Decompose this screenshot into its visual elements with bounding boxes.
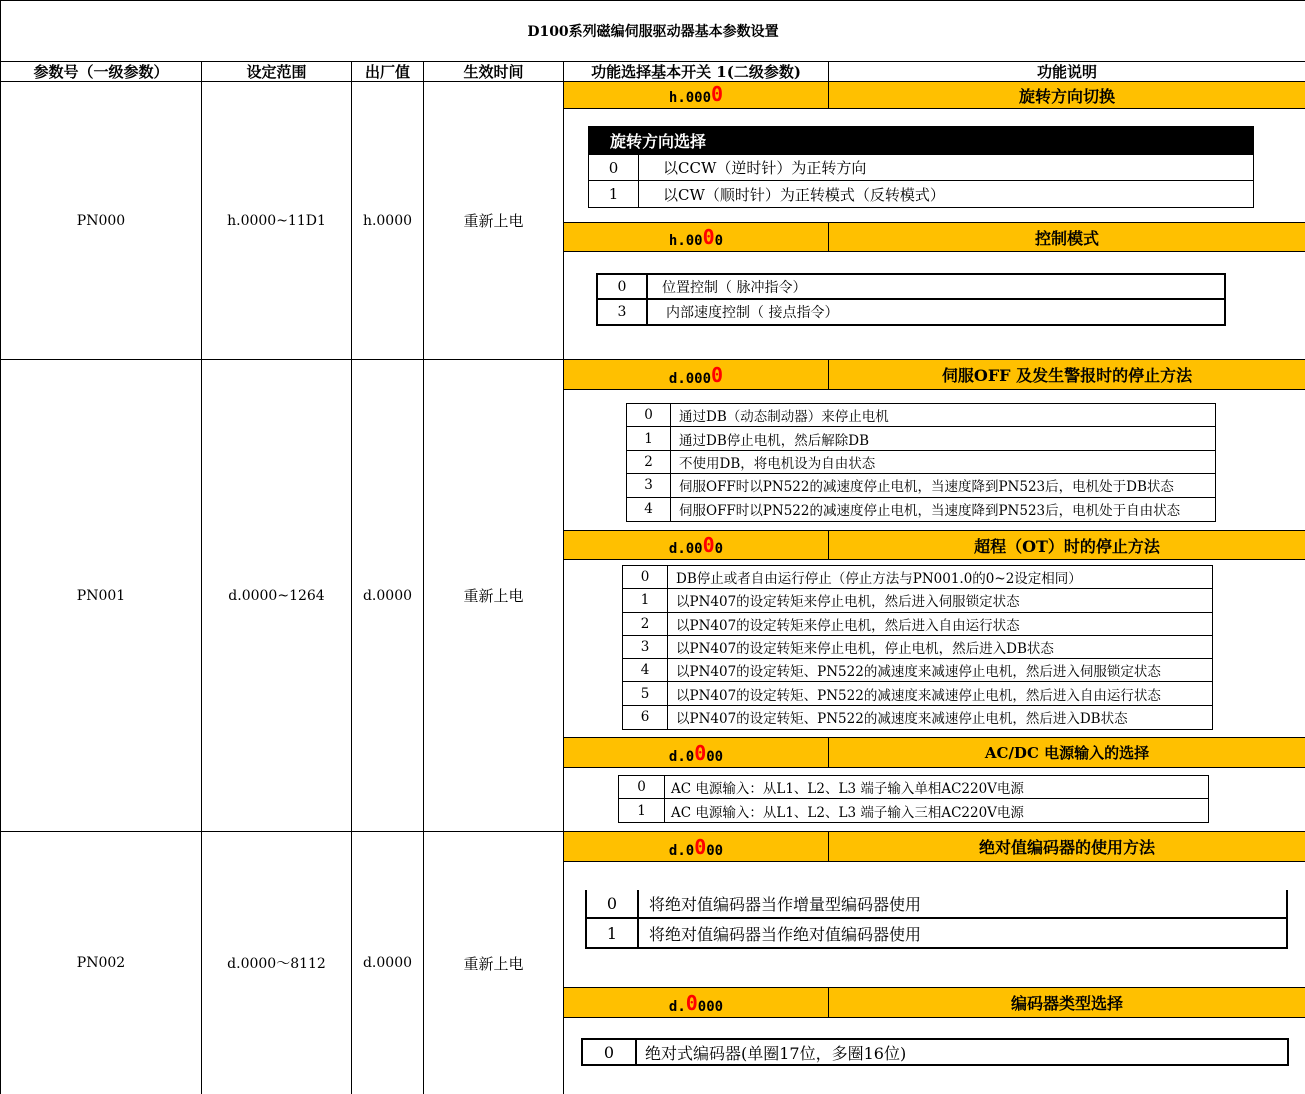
switch-code-cell: d.0 0 00 (563, 737, 829, 768)
option-table-title: 旋转方向选择 (588, 126, 1254, 154)
highlighted-digit: 0 (711, 82, 724, 106)
header-range: 设定范围 (201, 61, 352, 82)
option-row: 0 将绝对值编码器当作增量型编码器使用 (587, 890, 1286, 919)
highlighted-digit: 0 (694, 835, 707, 859)
function-desc-cell: 旋转方向切换 (828, 81, 1305, 109)
header-effect-time: 生效时间 (423, 61, 564, 82)
param-default-cell: d.0000 (351, 831, 424, 1094)
param-effect-cell: 重新上电 (423, 81, 564, 360)
header-function-desc: 功能说明 (828, 61, 1305, 82)
switch-code-cell: h.000 0 (563, 81, 829, 109)
function-desc-cell: 伺服OFF 及发生警报时的停止方法 (828, 359, 1305, 390)
function-desc-cell: 绝对值编码器的使用方法 (828, 831, 1305, 862)
highlighted-digit: 0 (702, 533, 715, 557)
param-default-cell: d.0000 (351, 359, 424, 832)
highlighted-digit: 0 (702, 225, 715, 249)
option-table (618, 775, 1209, 823)
function-desc-cell: 超程（OT）时的停止方法 (828, 530, 1305, 560)
option-row: 3 伺服OFF时以PN522的减速度停止电机，当速度降到PN523后，电机处于DB状态 (627, 474, 1215, 497)
highlighted-digit: 0 (694, 741, 707, 765)
param-range-cell: d.0000～8112 (201, 831, 352, 1094)
switch-code-cell: d.000 0 (563, 359, 829, 390)
option-row: 1 AC 电源输入：从L1、L2、L3 端子输入三相AC220V电源 (619, 799, 1208, 822)
option-row: 0 通过DB（动态制动器）来停止电机 (627, 404, 1215, 427)
switch-code-cell: d.00 0 0 (563, 530, 829, 560)
option-row: 6 以PN407的设定转矩、PN522的减速度来减速停止电机，然后进入DB状态 (623, 706, 1212, 729)
option-row: 5 以PN407的设定转矩、PN522的减速度来减速停止电机，然后进入自由运行状态 (623, 682, 1212, 705)
param-range-cell: d.0000~1264 (201, 359, 352, 832)
param-effect-cell: 重新上电 (423, 359, 564, 832)
param-id-cell: PN001 (0, 359, 202, 832)
option-table (596, 273, 1226, 326)
switch-code-cell: d.0 0 00 (563, 831, 829, 862)
option-row: 0 AC 电源输入：从L1、L2、L3 端子输入单相AC220V电源 (619, 776, 1208, 799)
option-row: 0 DB停止或者自由运行停止（停止方法与PN001.0的0~2设定相同） (623, 566, 1212, 589)
option-row: 1 以CW（顺时针）为正转模式（反转模式） (589, 181, 1253, 207)
page-title (0, 0, 1305, 62)
header-function-switch: 功能选择基本开关 1(二级参数) (563, 61, 829, 82)
page-title-text: D100系列磁编伺服驱动器基本参数设置 (527, 24, 779, 40)
function-desc-cell: AC/DC 电源输入的选择 (828, 737, 1305, 768)
option-table (588, 154, 1254, 208)
highlighted-digit: 0 (685, 991, 698, 1015)
function-desc-cell: 控制模式 (828, 222, 1305, 252)
header-default: 出厂值 (351, 61, 424, 82)
switch-code-cell: d. 0 000 (563, 987, 829, 1018)
option-table (622, 565, 1213, 730)
param-id-cell: PN000 (0, 81, 202, 360)
param-id-cell: PN002 (0, 831, 202, 1094)
header-param-number: 参数号（一级参数） (0, 61, 202, 82)
highlighted-digit: 0 (711, 363, 724, 387)
option-row: 1 通过DB停止电机，然后解除DB (627, 427, 1215, 450)
option-row: 4 以PN407的设定转矩、PN522的减速度来减速停止电机，然后进入伺服锁定状态 (623, 659, 1212, 682)
switch-code-cell: h.00 0 0 (563, 222, 829, 252)
option-table (585, 890, 1288, 949)
option-row: 1 将绝对值编码器当作绝对值编码器使用 (587, 919, 1286, 947)
option-row: 1 以PN407的设定转矩来停止电机，然后进入伺服锁定状态 (623, 589, 1212, 612)
option-row: 0 绝对式编码器(单圈17位，多圈16位) (583, 1040, 1287, 1064)
param-effect-cell: 重新上电 (423, 831, 564, 1094)
function-desc-cell: 编码器类型选择 (828, 987, 1305, 1018)
option-row: 2 以PN407的设定转矩来停止电机，然后进入自由运行状态 (623, 613, 1212, 636)
option-row: 3 内部速度控制（ 接点指令） (598, 300, 1224, 324)
option-row: 3 以PN407的设定转矩来停止电机，停止电机，然后进入DB状态 (623, 636, 1212, 659)
option-row: 0 位置控制（ 脉冲指令） (598, 275, 1224, 300)
param-range-cell: h.0000~11D1 (201, 81, 352, 360)
option-row: 0 以CCW（逆时针）为正转方向 (589, 155, 1253, 181)
option-row: 4 伺服OFF时以PN522的减速度停止电机，当速度降到PN523后，电机处于自由状态 (627, 498, 1215, 521)
option-table (626, 403, 1216, 522)
option-row: 2 不使用DB，将电机设为自由状态 (627, 451, 1215, 474)
option-table (581, 1038, 1289, 1066)
param-default-cell: h.0000 (351, 81, 424, 360)
